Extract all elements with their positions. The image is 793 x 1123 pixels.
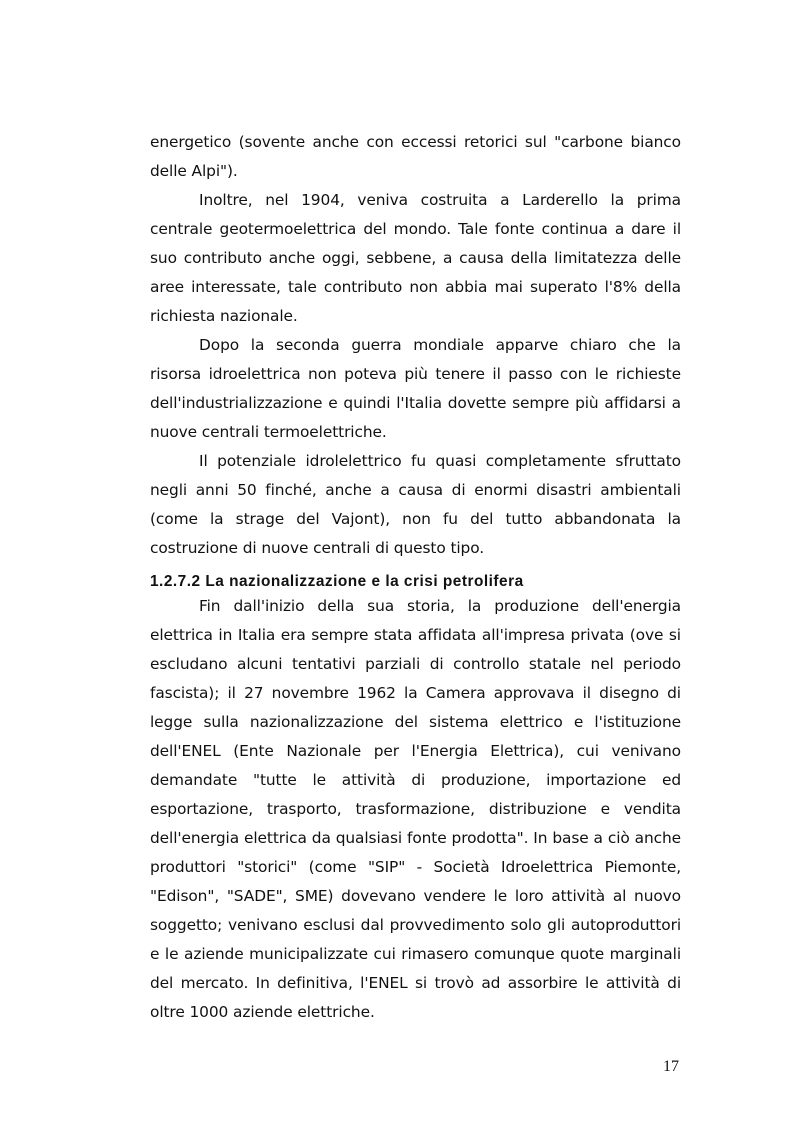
paragraph-continuation: energetico (sovente anche con eccessi retorici sul "carbone bianco delle Alpi").: [150, 133, 681, 180]
paragraph-nationalization: Fin dall'inizio della sua storia, la produzione dell'energia elettrica in Italia era sempre stata affidata all'impresa privata (ove si escludano alcuni tentativi parziali di controllo statale nel periodo fascista); il 27 novembre 1962 la Camera approvava il disegno di legge sulla nazionalizzazione del sistema elettrico e l'istituzione dell'ENEL (Ente Nazionale per l'Energia Elettrica), cui venivano demandate "tutte le attività di produzione, importazione ed esportazione, trasporto, trasformazione, distribuzione e vendita dell'energia elettrica da qualsiasi fonte prodotta". In base a ciò anche produttori "storici" (come "SIP" - Società Idroelettrica Piemonte, "Edison", "SADE", SME) dovevano vendere le loro attività al nuovo soggetto; venivano esclusi dal provvedimento solo gli autoproduttori e le aziende municipalizzate cui rimasero comunque quote marginali del mercato. In definitiva, l'ENEL si trovò ad assorbire le attività di oltre 1000 aziende elettriche.: [150, 597, 681, 1021]
text-block-bottom: [150, 592, 681, 1027]
paragraph-larderello: Inoltre, nel 1904, veniva costruita a Larderello la prima centrale geotermoelettrica del mondo. Tale fonte continua a dare il suo contributo anche oggi, sebbene, a causa della limitatezza delle aree interessate, tale contributo non abbia mai superato l'8% della richiesta nazionale.: [150, 191, 681, 325]
page-number: 17: [663, 1058, 679, 1075]
paragraph-hydro-potential: Il potenziale idrolelettrico fu quasi completamente sfruttato negli anni 50 finché, anche a causa di enormi disastri ambientali (come la strage del Vajont), non fu del tutto abbandonata la costruzione di nuove centrali di questo tipo.: [150, 452, 681, 557]
text-block-top: [150, 128, 681, 563]
section-heading: 1.2.7.2 La nazionalizzazione e la crisi petrolifera: [150, 573, 524, 590]
paragraph-postwar: Dopo la seconda guerra mondiale apparve chiaro che la risorsa idroelettrica non poteva più tenere il passo con le richieste dell'industrializzazione e quindi l'Italia dovette sempre più affidarsi a nuove centrali termoelettriche.: [150, 336, 681, 441]
